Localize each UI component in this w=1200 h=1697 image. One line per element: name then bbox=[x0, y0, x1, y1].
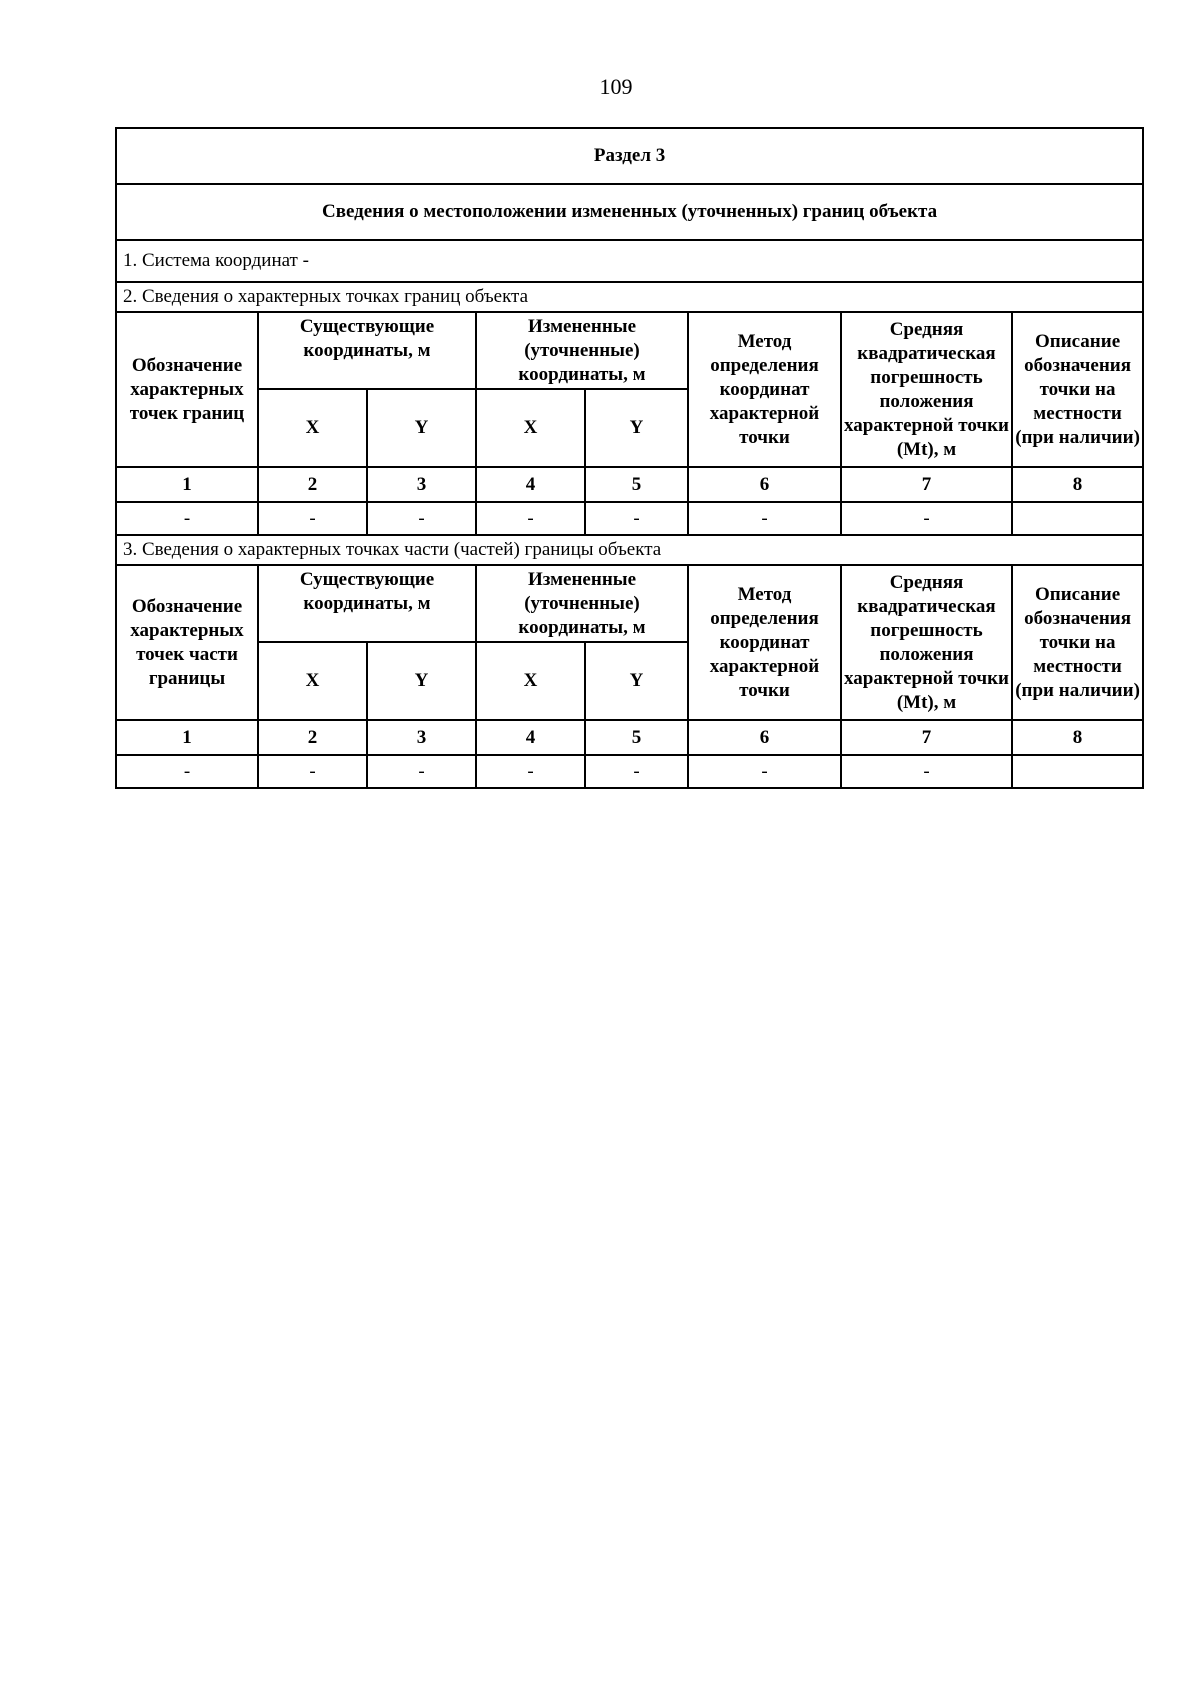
column-number: 2 bbox=[258, 467, 367, 502]
column-number: 3 bbox=[367, 720, 476, 755]
col-error-header: Средняя квадратическая погрешность положения характерной точки (Mt), м bbox=[841, 565, 1012, 720]
column-number: 1 bbox=[116, 720, 258, 755]
table-cell: - bbox=[841, 502, 1012, 535]
section-subtitle: Сведения о местоположении измененных (уточненных) границ объекта bbox=[116, 184, 1143, 240]
col-method-header: Метод определения координат характерной точки bbox=[688, 565, 841, 720]
existing-x-header: X bbox=[258, 642, 367, 720]
column-number: 6 bbox=[688, 720, 841, 755]
table-cell bbox=[1012, 502, 1143, 535]
column-number: 7 bbox=[841, 720, 1012, 755]
column-number: 7 bbox=[841, 467, 1012, 502]
column-number: 5 bbox=[585, 467, 688, 502]
table-cell: - bbox=[116, 502, 258, 535]
table-cell: - bbox=[585, 502, 688, 535]
section-title: Раздел 3 bbox=[116, 128, 1143, 184]
table-cell: - bbox=[116, 755, 258, 788]
column-number: 3 bbox=[367, 467, 476, 502]
table-cell bbox=[1012, 755, 1143, 788]
table-cell: - bbox=[688, 755, 841, 788]
column-number: 8 bbox=[1012, 720, 1143, 755]
existing-x-header: X bbox=[258, 389, 367, 467]
section-3-table bbox=[115, 127, 1144, 789]
table-cell: - bbox=[476, 502, 585, 535]
existing-y-header: Y bbox=[367, 389, 476, 467]
changed-x-header: X bbox=[476, 642, 585, 720]
table-cell: - bbox=[367, 502, 476, 535]
table-cell: - bbox=[688, 502, 841, 535]
changed-y-header: Y bbox=[585, 389, 688, 467]
table-row bbox=[116, 755, 1143, 788]
col-error-header: Средняя квадратическая погрешность положения характерной точки (Mt), м bbox=[841, 312, 1012, 467]
column-numbers-row bbox=[116, 467, 1143, 502]
table-cell: - bbox=[841, 755, 1012, 788]
changed-x-header: X bbox=[476, 389, 585, 467]
col-description-header: Описание обозначения точки на местности (при наличии) bbox=[1012, 565, 1143, 720]
table-cell: - bbox=[258, 755, 367, 788]
column-number: 2 bbox=[258, 720, 367, 755]
changed-y-header: Y bbox=[585, 642, 688, 720]
existing-y-header: Y bbox=[367, 642, 476, 720]
page-number: 109 bbox=[599, 74, 633, 99]
col-changed-coords-header: Измененные (уточненные) координаты, м bbox=[476, 312, 688, 389]
boundary-part-points-heading: 3. Сведения о характерных точках части (частей) границы объекта bbox=[116, 535, 1143, 565]
col-existing-coords-header: Существующие координаты, м bbox=[258, 565, 476, 642]
column-number: 5 bbox=[585, 720, 688, 755]
col-designation-header: Обозначение характерных точек границ bbox=[116, 312, 258, 467]
table-cell: - bbox=[258, 502, 367, 535]
coordinate-system: 1. Система координат - bbox=[116, 240, 1143, 282]
table-row bbox=[116, 502, 1143, 535]
column-number: 1 bbox=[116, 467, 258, 502]
boundary-points-heading: 2. Сведения о характерных точках границ объекта bbox=[116, 282, 1143, 312]
col-existing-coords-header: Существующие координаты, м bbox=[258, 312, 476, 389]
col-designation-header: Обозначение характерных точек части границы bbox=[116, 565, 258, 720]
column-number: 6 bbox=[688, 467, 841, 502]
table-cell: - bbox=[476, 755, 585, 788]
col-method-header: Метод определения координат характерной точки bbox=[688, 312, 841, 467]
table-cell: - bbox=[367, 755, 476, 788]
column-numbers-row bbox=[116, 720, 1143, 755]
col-changed-coords-header: Измененные (уточненные) координаты, м bbox=[476, 565, 688, 642]
column-number: 4 bbox=[476, 720, 585, 755]
column-number: 8 bbox=[1012, 467, 1143, 502]
col-description-header: Описание обозначения точки на местности (при наличии) bbox=[1012, 312, 1143, 467]
column-number: 4 bbox=[476, 467, 585, 502]
table-cell: - bbox=[585, 755, 688, 788]
